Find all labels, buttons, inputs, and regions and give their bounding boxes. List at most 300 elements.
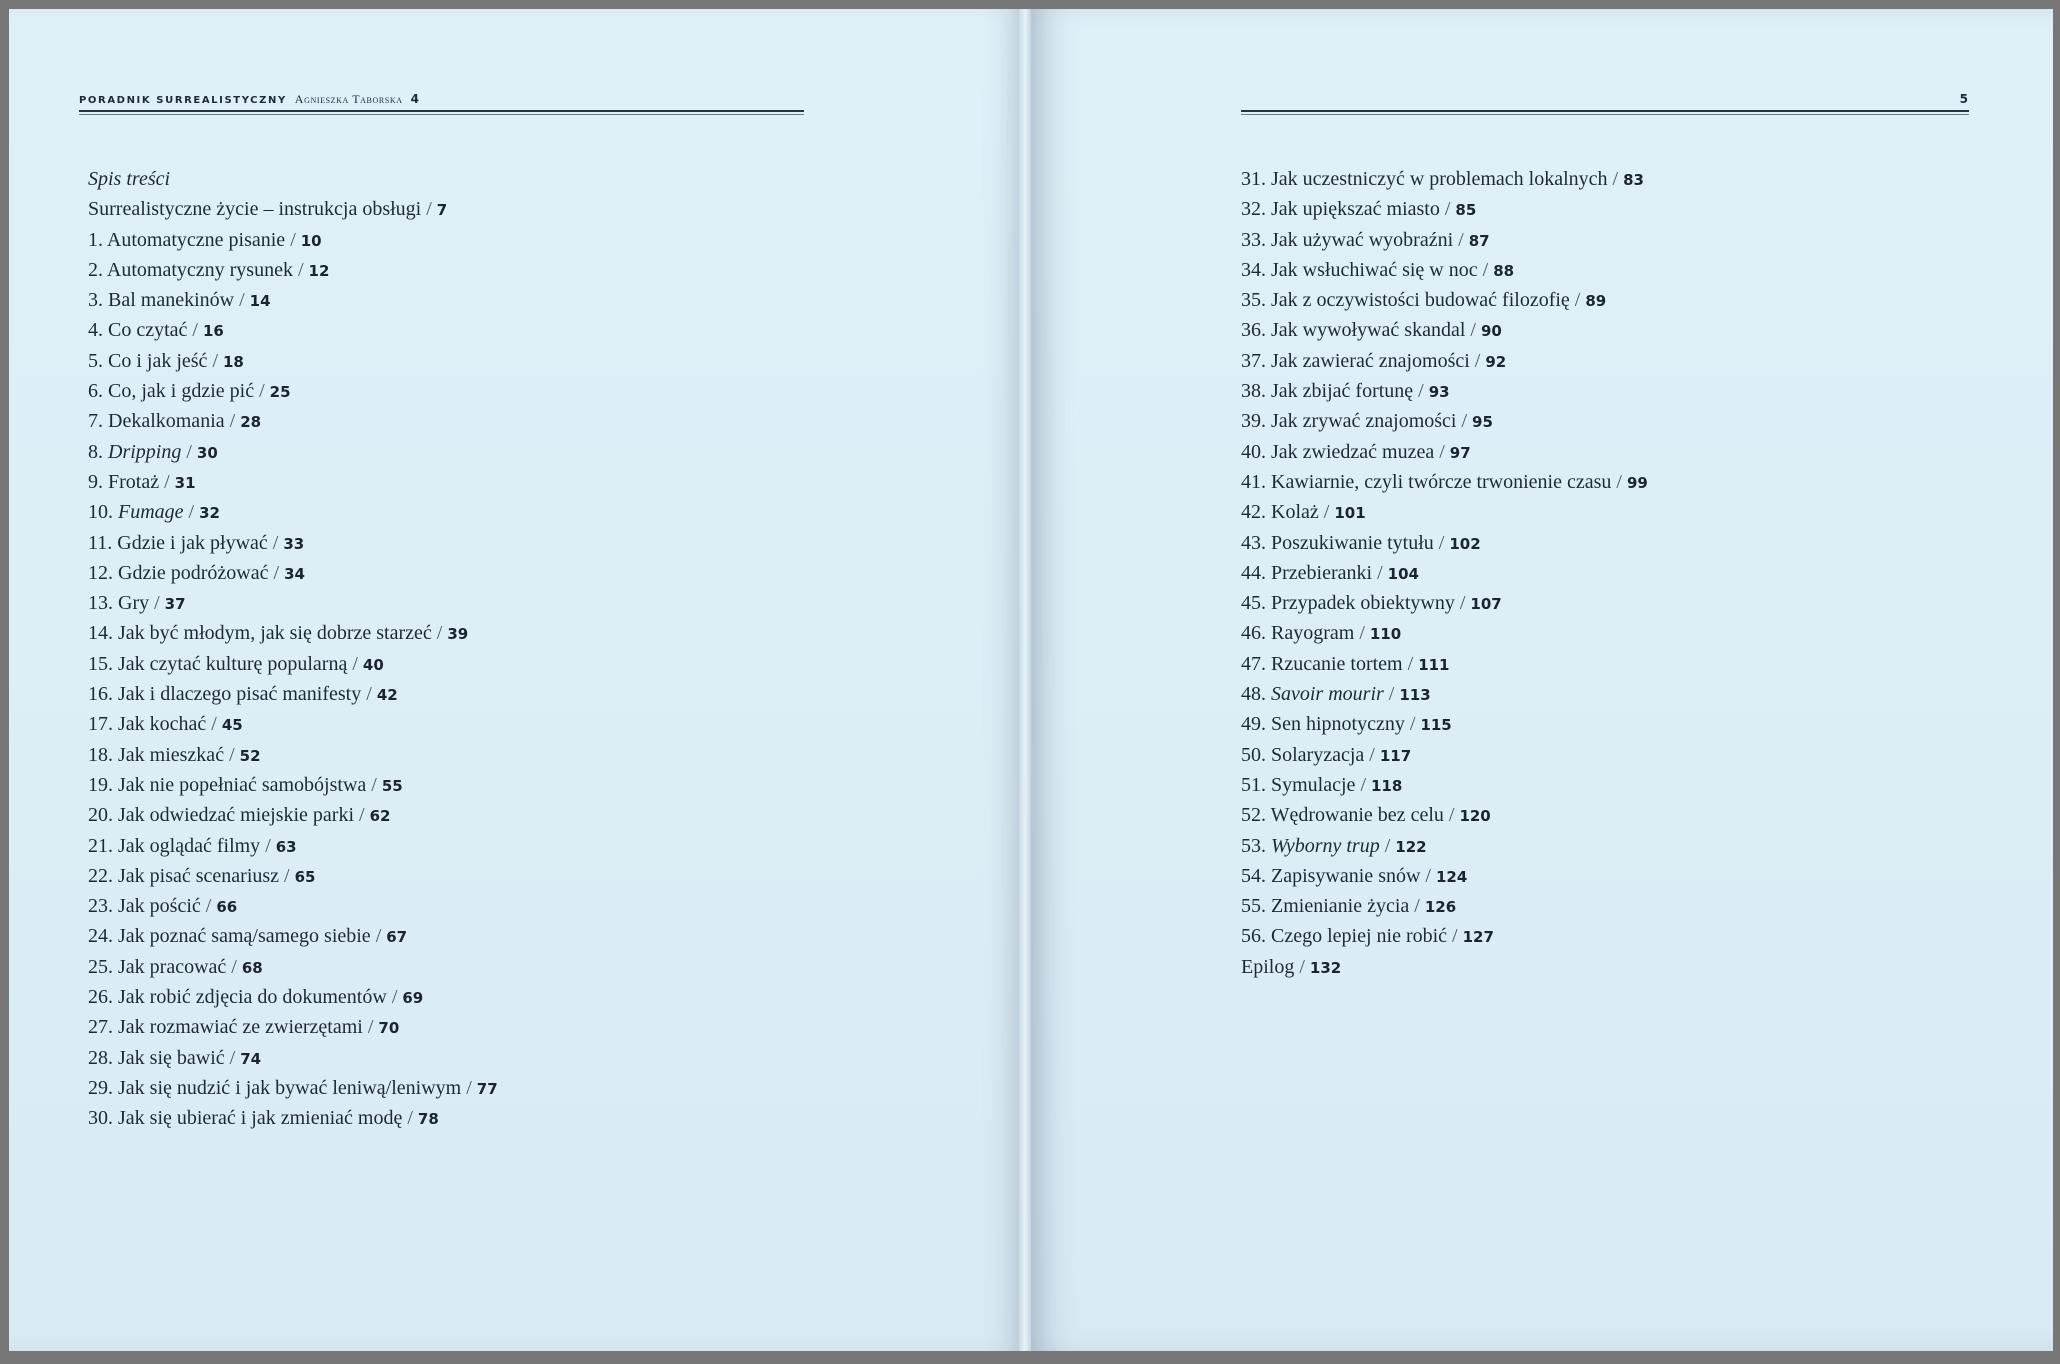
toc-list-left xyxy=(88,164,498,1134)
toc-entry-number: 2. xyxy=(88,258,107,281)
toc-entry xyxy=(88,891,498,921)
book-gutter xyxy=(1019,9,1031,1351)
toc-entry xyxy=(1241,709,1648,739)
toc-entry-page: 65 xyxy=(294,867,316,886)
toc-entry-title: Epilog xyxy=(1241,955,1295,978)
toc-entry-separator: / xyxy=(1383,683,1400,706)
header-book-title: PORADNIK SURREALISTYCZNY xyxy=(79,95,287,106)
toc-entry-title: Jak pisać scenariusz xyxy=(118,864,280,887)
toc-entry-page: 28 xyxy=(240,413,262,432)
toc-entry xyxy=(88,952,498,982)
toc-entry-page: 124 xyxy=(1435,867,1468,886)
toc-entry xyxy=(88,1103,498,1133)
toc-entry-title: Gdzie podróżować xyxy=(118,561,269,584)
toc-entry-separator: / xyxy=(1402,652,1419,675)
toc-entry-page: 68 xyxy=(241,958,263,977)
toc-entry-number: 9. xyxy=(88,470,108,493)
toc-entry-page: 92 xyxy=(1485,352,1507,371)
toc-entry-number: 16. xyxy=(88,683,118,706)
toc-entry-page: 34 xyxy=(284,564,305,583)
header-author: Agnieszka Taborska xyxy=(294,92,403,106)
toc-entry xyxy=(1241,467,1648,497)
toc-entry xyxy=(88,921,498,951)
toc-entry-number: 19. xyxy=(88,773,118,796)
toc-entry-page: 107 xyxy=(1470,595,1502,614)
toc-entry-page: 88 xyxy=(1493,261,1515,280)
toc-entry-title: Automatyczne pisanie xyxy=(106,228,286,251)
toc-entry-page: 126 xyxy=(1424,898,1457,917)
toc-entry-number: 13. xyxy=(88,592,118,615)
toc-entry-title: Solaryzacja xyxy=(1271,743,1365,766)
toc-entry-separator: / xyxy=(1433,531,1450,554)
toc-entry-page: 120 xyxy=(1459,807,1491,826)
toc-entry-title: Jak pracować xyxy=(118,955,227,978)
toc-entry-number: 26. xyxy=(88,986,118,1009)
toc-entry-title: Bal manekinów xyxy=(108,289,235,312)
toc-entry-page: 37 xyxy=(164,595,186,614)
toc-entry-separator: / xyxy=(200,895,217,918)
toc-entry-page: 70 xyxy=(378,1019,400,1038)
toc-entry-page: 63 xyxy=(275,837,297,856)
toc-entry xyxy=(1241,831,1648,861)
toc-entry-title: Jak być młodym, jak się dobrze starzeć xyxy=(118,622,432,645)
toc-entry xyxy=(88,376,498,406)
toc-entry-separator: / xyxy=(1294,955,1310,978)
toc-entry-number: 53. xyxy=(1241,834,1271,857)
toc-entry xyxy=(1241,588,1648,618)
toc-entry-page: 97 xyxy=(1449,443,1471,462)
toc-entry-page: 74 xyxy=(240,1049,262,1068)
toc-entry-page: 31 xyxy=(174,473,196,492)
toc-entry xyxy=(1241,952,1648,982)
header-rule-left xyxy=(79,110,804,112)
toc-entry-title: Gdzie i jak pływać xyxy=(117,531,268,554)
toc-entry-title: Jak używać wyobraźni xyxy=(1271,228,1454,251)
right-page-number: 5 xyxy=(1959,92,1968,106)
toc-entry xyxy=(88,861,498,891)
toc-entry-title: Zapisywanie snów xyxy=(1271,864,1421,887)
toc-entry-separator: / xyxy=(181,440,197,463)
toc-entry-number: 48. xyxy=(1241,683,1271,706)
toc-entry-title-italic: Savoir mourir xyxy=(1271,683,1384,706)
toc-entry xyxy=(1241,891,1648,921)
toc-entry xyxy=(1241,225,1648,255)
toc-entry-separator: / xyxy=(267,531,284,554)
toc-entry-page: 7 xyxy=(436,201,448,220)
toc-entry-title: Jak zbijać fortunę xyxy=(1271,380,1414,403)
toc-entry-separator: / xyxy=(1569,289,1586,312)
toc-entry-number: 49. xyxy=(1241,713,1271,736)
toc-entry-title: Jak robić zdjęcia do dokumentów xyxy=(118,986,387,1009)
toc-entry-number: 35. xyxy=(1241,289,1271,312)
toc-entry-separator: / xyxy=(226,955,242,978)
toc-entry-title: Poszukiwanie tytułu xyxy=(1271,531,1434,554)
toc-entry xyxy=(88,346,498,376)
toc-entry-separator: / xyxy=(402,1107,418,1130)
toc-entry-title: Przebieranki xyxy=(1271,561,1373,584)
toc-entry-number: 54. xyxy=(1241,864,1271,887)
toc-entry-separator: / xyxy=(279,864,295,887)
toc-entry-title: Jak i dlaczego pisać manifesty xyxy=(118,683,362,706)
toc-entry-number: 39. xyxy=(1241,410,1271,433)
toc-entry-number: 51. xyxy=(1241,773,1271,796)
toc-entry-number: 44. xyxy=(1241,561,1271,584)
toc-entry-separator: / xyxy=(207,349,223,372)
toc-entry-title: Przypadek obiektywny xyxy=(1271,592,1455,615)
toc-entry-title: Jak oglądać filmy xyxy=(118,834,261,857)
toc-entry-separator: / xyxy=(1453,228,1469,251)
toc-entry-number: 23. xyxy=(88,895,118,918)
toc-entry xyxy=(1241,558,1648,588)
toc-entry-number: 20. xyxy=(88,804,118,827)
toc-entry-page: 45 xyxy=(221,716,243,735)
toc-entry xyxy=(1241,740,1648,770)
toc-entry xyxy=(88,770,498,800)
toc-entry-number: 42. xyxy=(1241,501,1271,524)
toc-entry xyxy=(1241,800,1648,830)
toc-entry-title-italic: Dripping xyxy=(108,440,182,463)
toc-entry-number: 41. xyxy=(1241,470,1271,493)
toc-entry-number: 8. xyxy=(88,440,108,463)
toc-entry xyxy=(1241,194,1648,224)
toc-entry-number: 31. xyxy=(1241,168,1271,190)
toc-entry xyxy=(88,225,498,255)
toc-entry-page: 95 xyxy=(1472,413,1493,432)
toc-entry-separator: / xyxy=(1443,804,1460,827)
toc-entry-number: 10. xyxy=(88,501,118,524)
toc-entry-separator: / xyxy=(1434,440,1450,463)
toc-entry-title: Co, jak i gdzie pić xyxy=(108,380,255,403)
toc-entry-title: Jak nie popełniać samobójstwa xyxy=(118,773,367,796)
toc-entry-number: 25. xyxy=(88,955,118,978)
toc-entry-page: 66 xyxy=(216,898,238,917)
toc-entry-page: 90 xyxy=(1480,322,1502,341)
toc-entry-title: Czego lepiej nie robić xyxy=(1271,925,1448,948)
toc-entry-separator: / xyxy=(386,986,403,1009)
toc-entry xyxy=(88,194,498,224)
toc-entry-number: 22. xyxy=(88,864,118,887)
toc-heading: Spis treści xyxy=(88,168,171,190)
toc-entry-number: 7. xyxy=(88,410,108,433)
toc-entry-number: 45. xyxy=(1241,592,1271,615)
toc-entry-separator: / xyxy=(285,228,301,251)
toc-entry xyxy=(1241,528,1648,558)
toc-entry-page: 32 xyxy=(199,504,220,523)
toc-entry-page: 115 xyxy=(1420,716,1452,735)
toc-entry xyxy=(88,740,498,770)
toc-entry-title: Gry xyxy=(118,592,150,615)
toc-entry xyxy=(1241,437,1648,467)
toc-entry-number: 3. xyxy=(88,289,108,312)
toc-entry-number: 47. xyxy=(1241,652,1271,675)
toc-entry-separator: / xyxy=(431,622,448,645)
toc-entry-number: 33. xyxy=(1241,228,1271,251)
toc-entry xyxy=(88,406,498,436)
toc-entry-separator: / xyxy=(1465,319,1481,342)
toc-entry-title: Co czytać xyxy=(108,319,188,342)
toc-entry-title: Jak upiększać miasto xyxy=(1271,198,1440,221)
toc-entry xyxy=(88,1043,498,1073)
toc-entry xyxy=(1241,618,1648,648)
toc-entry-separator: / xyxy=(1469,349,1486,372)
toc-entry-page: 30 xyxy=(196,443,218,462)
toc-entry-number: 37. xyxy=(1241,349,1271,372)
toc-entry-number: 24. xyxy=(88,925,118,948)
toc-entry-page: 122 xyxy=(1395,837,1427,856)
toc-entry-separator: / xyxy=(224,410,241,433)
toc-entry-title: Jak zrywać znajomości xyxy=(1271,410,1457,433)
toc-entry xyxy=(1241,649,1648,679)
toc-entry-title: Jak zawierać znajomości xyxy=(1271,349,1470,372)
toc-entry-page: 118 xyxy=(1371,776,1403,795)
toc-entry-separator: / xyxy=(149,592,165,615)
left-page-number: 4 xyxy=(410,92,419,106)
toc-entry-number: 40. xyxy=(1241,440,1271,463)
toc-entry xyxy=(88,1012,498,1042)
toc-entry-number: 1. xyxy=(88,228,107,251)
toc-entry-title: Surrealistyczne życie – instrukcja obsługi xyxy=(88,198,422,221)
toc-entry-title: Kolaż xyxy=(1271,501,1319,524)
toc-entry-separator: / xyxy=(1404,713,1421,736)
toc-entry-separator: / xyxy=(1607,168,1624,190)
toc-entry xyxy=(88,649,498,679)
toc-entry xyxy=(88,255,498,285)
toc-entry-page: 101 xyxy=(1334,504,1366,523)
toc-entry-separator: / xyxy=(1477,258,1494,281)
toc-entry-separator: / xyxy=(292,258,309,281)
toc-entry-number: 52. xyxy=(1241,804,1271,827)
toc-entry-separator: / xyxy=(224,743,240,766)
toc-entry-separator: / xyxy=(268,561,285,584)
toc-entry-page: 93 xyxy=(1428,383,1450,402)
toc-entry-separator: / xyxy=(421,198,437,221)
toc-entry-title: Jak mieszkać xyxy=(118,743,225,766)
toc-entry xyxy=(1241,255,1648,285)
toc-entry-separator: / xyxy=(1354,622,1370,645)
toc-entry-page: 83 xyxy=(1623,171,1644,189)
toc-entry-separator: / xyxy=(1420,864,1436,887)
toc-entry-page: 117 xyxy=(1379,746,1412,765)
toc-entry-page: 40 xyxy=(362,655,384,674)
toc-entry-title: Jak wsłuchiwać się w noc xyxy=(1271,258,1478,281)
toc-entry-page: 16 xyxy=(202,322,224,341)
running-header-left xyxy=(79,90,419,108)
toc-entry-separator: / xyxy=(1379,834,1396,857)
toc-entry-separator: / xyxy=(347,652,363,675)
toc-entry-title: Wędrowanie bez celu xyxy=(1270,804,1444,827)
toc-entry-title: Kawiarnie, czyli twórcze trwonienie czasu xyxy=(1271,470,1612,493)
toc-entry-number: 18. xyxy=(88,743,118,766)
toc-entry xyxy=(1241,921,1648,951)
toc-entry xyxy=(1241,346,1648,376)
toc-entry-title: Jak pościć xyxy=(118,895,201,918)
toc-entry xyxy=(88,618,498,648)
toc-entry xyxy=(88,709,498,739)
toc-entry xyxy=(1241,406,1648,436)
toc-entry-page: 111 xyxy=(1418,655,1450,674)
toc-entry-title: Jak wywoływać skandal xyxy=(1271,319,1466,342)
toc-entry-title: Automatyczny rysunek xyxy=(106,258,293,281)
toc-entry-page: 104 xyxy=(1387,564,1419,583)
toc-entry-title: Rayogram xyxy=(1271,622,1355,645)
toc-entry-separator: / xyxy=(260,834,276,857)
toc-entry xyxy=(1241,315,1648,345)
toc-entry-separator: / xyxy=(354,804,370,827)
toc-entry-separator: / xyxy=(1439,198,1456,221)
toc-entry-number: 5. xyxy=(88,349,108,372)
toc-entry-title: Rzucanie tortem xyxy=(1271,652,1403,675)
toc-entry-separator: / xyxy=(361,683,377,706)
toc-entry-number: 38. xyxy=(1241,380,1271,403)
toc-entry xyxy=(1241,285,1648,315)
toc-entry-page: 69 xyxy=(402,989,424,1008)
toc-entry-number: 6. xyxy=(88,380,108,403)
toc-entry-number: 34. xyxy=(1241,258,1271,281)
toc-entry-title: Jak się bawić xyxy=(118,1046,225,1069)
toc-entry-number: 14. xyxy=(88,622,118,645)
toc-entry-page: 52 xyxy=(239,746,261,765)
toc-entry-page: 18 xyxy=(223,352,244,371)
toc-entry-title: Co i jak jeść xyxy=(108,349,208,372)
toc-entry-title: Jak kochać xyxy=(118,713,207,736)
toc-entry-title: Jak czytać kulturę popularną xyxy=(118,652,348,675)
toc-entry-number: 32. xyxy=(1241,198,1271,221)
toc-entry xyxy=(1241,770,1648,800)
toc-entry-page: 10 xyxy=(300,231,322,250)
toc-list-right xyxy=(1241,164,1648,982)
toc-entry-title: Jak uczestniczyć w problemach lokalnych xyxy=(1271,168,1608,190)
toc-entry-page: 132 xyxy=(1309,958,1342,977)
toc-entry-page: 113 xyxy=(1399,686,1431,705)
toc-entry xyxy=(88,528,498,558)
toc-entry-number: 27. xyxy=(88,1016,118,1039)
toc-entry xyxy=(88,1073,498,1103)
toc-entry xyxy=(88,831,498,861)
toc-entry-separator: / xyxy=(370,925,387,948)
toc-entry-page: 89 xyxy=(1585,292,1607,311)
toc-entry-title: Jak z oczywistości budować filozofię xyxy=(1271,289,1570,312)
toc-entry-separator: / xyxy=(1318,501,1335,524)
toc-entry-title: Sen hipnotyczny xyxy=(1271,713,1405,736)
toc-entry-number: 15. xyxy=(88,652,118,675)
toc-entry-separator: / xyxy=(206,713,222,736)
toc-entry-page: 78 xyxy=(417,1110,439,1129)
toc-entry-page: 77 xyxy=(476,1079,498,1098)
toc-entry-separator: / xyxy=(224,1046,241,1069)
toc-entry-separator: / xyxy=(1611,470,1627,493)
toc-entry-separator: / xyxy=(461,1076,477,1099)
toc-entry-page: 25 xyxy=(269,383,291,402)
toc-entry-page: 87 xyxy=(1468,231,1490,250)
toc-entry xyxy=(88,497,498,527)
toc-entry-page: 42 xyxy=(376,686,398,705)
toc-entry-separator: / xyxy=(366,773,382,796)
toc-entry xyxy=(88,437,498,467)
toc-entry xyxy=(88,982,498,1012)
toc-entry-title: Dekalkomania xyxy=(108,410,225,433)
toc-entry xyxy=(1241,679,1648,709)
toc-entry-separator: / xyxy=(1372,561,1388,584)
header-rule-right xyxy=(1241,110,1969,112)
toc-entry-separator: / xyxy=(254,380,270,403)
toc-entry-title: Jak odwiedzać miejskie parki xyxy=(118,804,355,827)
toc-entry-page: 12 xyxy=(308,261,330,280)
toc-entry-number: 50. xyxy=(1241,743,1271,766)
toc-entry-number: 28. xyxy=(88,1046,118,1069)
toc-entry-title: Jak się nudzić i jak bywać leniwą/leniwym xyxy=(118,1076,462,1099)
toc-entry-page: 14 xyxy=(249,292,271,311)
toc-entry-title: Jak rozmawiać ze zwierzętami xyxy=(118,1016,363,1039)
toc-entry xyxy=(88,800,498,830)
toc-entry-number: 21. xyxy=(88,834,118,857)
toc-entry-separator: / xyxy=(183,501,200,524)
toc-entry-number: 17. xyxy=(88,713,118,736)
toc-entry-title: Jak poznać samą/samego siebie xyxy=(118,925,371,948)
toc-entry-title: Jak się ubierać i jak zmieniać modę xyxy=(118,1107,403,1130)
toc-entry-separator: / xyxy=(1456,410,1473,433)
toc-entry-page: 55 xyxy=(381,776,403,795)
toc-entry-separator: / xyxy=(1409,895,1425,918)
toc-entry-number: 46. xyxy=(1241,622,1271,645)
toc-entry xyxy=(88,679,498,709)
toc-entry-title-italic: Fumage xyxy=(118,501,184,524)
toc-entry xyxy=(1241,861,1648,891)
toc-entry-separator: / xyxy=(1355,773,1371,796)
toc-entry xyxy=(88,558,498,588)
toc-entry xyxy=(88,467,498,497)
toc-entry xyxy=(88,285,498,315)
toc-entry xyxy=(1241,497,1648,527)
toc-entry-title-italic: Wyborny trup xyxy=(1271,834,1380,857)
toc-entry-number: 12. xyxy=(88,561,118,584)
toc-entry-separator: / xyxy=(1413,380,1429,403)
toc-entry-separator: / xyxy=(1454,592,1471,615)
toc-entry-separator: / xyxy=(362,1016,379,1039)
toc-entry-title: Symulacje xyxy=(1271,773,1356,796)
toc-entry-page: 62 xyxy=(369,807,391,826)
toc-entry-number: 55. xyxy=(1241,895,1271,918)
toc-entry-page: 110 xyxy=(1369,625,1402,644)
toc-entry-title: Frotaż xyxy=(108,470,160,493)
toc-entry-separator: / xyxy=(1364,743,1380,766)
toc-entry xyxy=(1241,376,1648,406)
toc-entry-page: 39 xyxy=(447,625,469,644)
toc-entry-title: Jak zwiedzać muzea xyxy=(1271,440,1435,463)
toc-entry-page: 102 xyxy=(1449,534,1481,553)
toc-entry-separator: / xyxy=(159,470,175,493)
toc-entry-title: Zmienianie życia xyxy=(1271,895,1410,918)
toc-entry xyxy=(1241,164,1648,194)
running-header-right xyxy=(1956,90,1968,108)
toc-entry-number: 4. xyxy=(88,319,108,342)
toc-entry-page: 67 xyxy=(386,928,408,947)
toc-entry-page: 85 xyxy=(1455,201,1477,220)
toc-entry-number: 30. xyxy=(88,1107,118,1130)
toc-entry-separator: / xyxy=(1447,925,1463,948)
toc-entry xyxy=(88,315,498,345)
toc-entry-page: 127 xyxy=(1462,928,1494,947)
toc-entry-page: 99 xyxy=(1626,473,1648,492)
toc-entry-number: 36. xyxy=(1241,319,1271,342)
toc-entry-number: 11. xyxy=(88,531,118,554)
toc-entry-separator: / xyxy=(234,289,250,312)
toc-entry-number: 29. xyxy=(88,1076,118,1099)
toc-entry-page: 33 xyxy=(283,534,305,553)
toc-entry-number: 56. xyxy=(1241,925,1271,948)
toc-entry xyxy=(88,588,498,618)
toc-entry-number: 43. xyxy=(1241,531,1271,554)
toc-entry-separator: / xyxy=(187,319,203,342)
